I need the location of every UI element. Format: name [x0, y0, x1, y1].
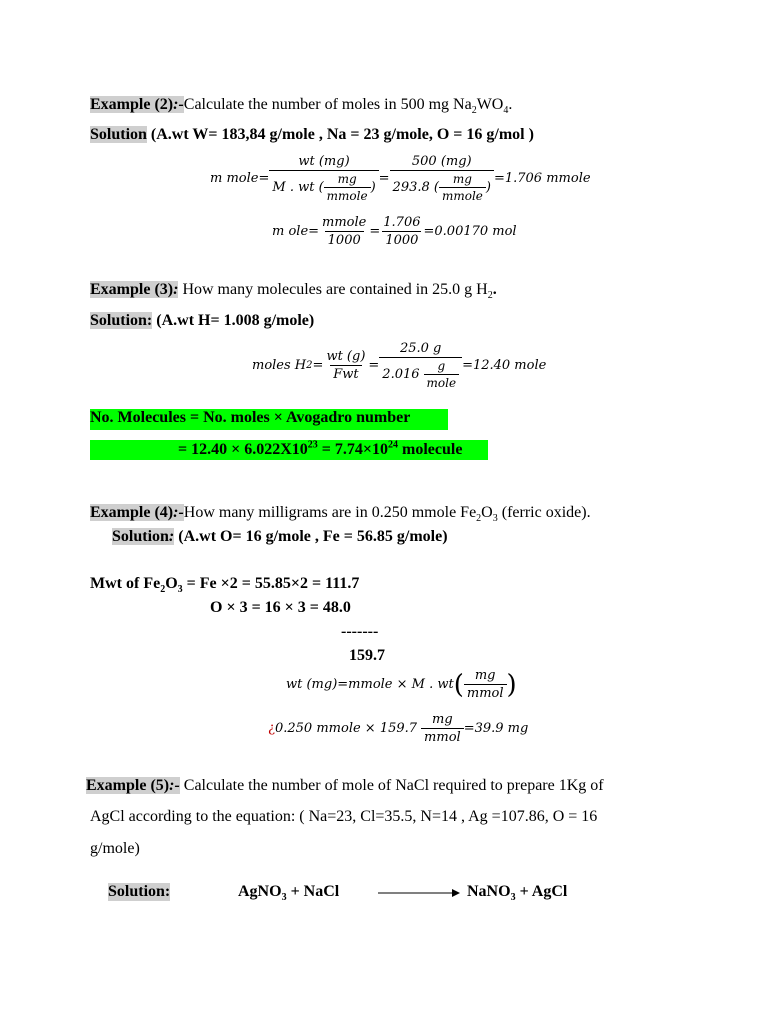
- example-3-question: Example (3): How many molecules are contained in 25.0 g $H_2$.: [90, 281, 497, 302]
- example-5-question-line-2: AgCl according to the equation: ( Na=23, Cl=35.5, N=14 , Ag =107.86, O = 16: [90, 808, 598, 825]
- reactants: AgNO$_3$ + NaCl: [238, 883, 340, 904]
- example-5-question-line-1: Example (5):- Calculate the number of mole of NaCl required to prepare 1Kg of: [86, 777, 604, 794]
- avogadro-highlight-line-1: No. Molecules = No. moles × Avogadro number: [90, 409, 448, 430]
- equation-moles-h2: moles H 2 = $\frac{wt (g)}{\text{Fwt}}$ = 25.0 g 2.016 $\frac{g}{\text{mole}}$ =12.40 mole: [252, 341, 547, 390]
- example-3-label: Example (3):: [90, 281, 179, 298]
- sum-divider: -------: [341, 623, 379, 640]
- oxygen-line: O × 3 = 16 × 3 = 48.0: [210, 599, 351, 616]
- equation-wt-result: ¿ 0.250 mmole × 159.7 $\frac{mg}{\text{mmol}}$ =39.9 mg: [268, 712, 529, 745]
- mwt-total: 159.7: [349, 647, 385, 664]
- example-5-solution-label: Solution:: [108, 883, 171, 900]
- equation-wt-mg: wt (mg)=mmole × M . wt ( $\frac{mg}{\text{mmol}}$ ): [286, 668, 517, 701]
- mwt-line: Mwt of $Fe_2O_3 = Fe \times 2 = 55.85\times 2 = 111.7$: [90, 575, 360, 596]
- avogadro-highlight-line-2: = $12.40 \times 6.022X10^{23} = 7.74\times 10^{24}$ molecule: [90, 440, 488, 460]
- solution-label: Solution: [90, 126, 147, 143]
- example-2-solution: Solution (A.wt W= 183,84 g/mole , Na = 23 g/mole, O = 16 g/mol ): [90, 126, 534, 143]
- example-2-label: Example (2):-: [90, 96, 184, 113]
- equation-mole: m ole= $\frac{\text{mmole}}{1000}$ = $\frac{1.706}{1000}$ =0.00170 mol: [272, 215, 517, 248]
- reaction-arrow-icon: [378, 886, 460, 900]
- solution-label: Solution:: [112, 528, 175, 545]
- example-2-question: Example (2):-Calculate the number of moles in 500 mg $Na_2WO_4$.: [90, 96, 513, 117]
- example-4-question: Example (4):-How many milligrams are in 0.250 mmole $Fe_2O_3$ (ferric oxide).: [90, 504, 591, 525]
- example-4-solution: Solution: (A.wt O= 16 g/mole , Fe = 56.85 g/mole): [112, 528, 448, 545]
- example-3-solution: Solution: (A.wt H= 1.008 g/mole): [90, 312, 315, 329]
- example-5-question-line-3: g/mole): [90, 840, 140, 857]
- products: NaNO$_3$ + AgCl: [467, 883, 568, 904]
- equation-mmole: m mole = wt (mg) M . wt ( $\frac{mg}{\text{mmole}}$ ) = 500 (mg) 293.8 ( $\frac{mg}{\text{mmole}}$ ) =1.706 mmole: [210, 154, 591, 203]
- example-5-label: Example (5):-: [86, 777, 180, 794]
- example-4-label: Example (4):-: [90, 504, 184, 521]
- solution-label: Solution:: [90, 312, 153, 329]
